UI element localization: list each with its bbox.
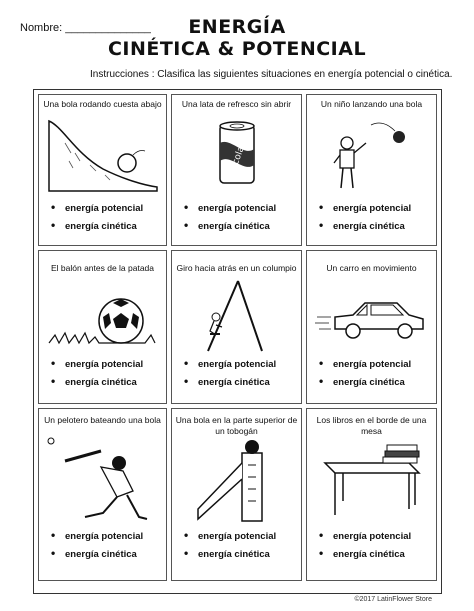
option-potential[interactable]: • energía potencial: [51, 356, 144, 370]
cell-8: [171, 408, 302, 581]
option-kinetic[interactable]: • energía cinética: [51, 218, 137, 232]
option-potential[interactable]: • energía potencial: [51, 200, 144, 214]
answer-options: [51, 355, 143, 391]
option-potential[interactable]: • energía potencial: [184, 528, 277, 542]
cell-6: [306, 250, 437, 404]
cell-caption: El balón antes de la patada: [50, 263, 155, 273]
books-table-icon: [313, 439, 430, 525]
option-potential[interactable]: • energía potencial: [319, 528, 412, 542]
swing-icon: [178, 277, 295, 357]
option-potential[interactable]: • energía potencial: [184, 356, 277, 370]
svg-text:cola: cola: [231, 145, 247, 167]
option-potential[interactable]: • energía potencial: [319, 356, 412, 370]
option-potential[interactable]: • energía potencial: [319, 200, 412, 214]
option-potential[interactable]: • energía potencial: [51, 528, 144, 542]
cell-9: [306, 408, 437, 581]
cell-7: [38, 408, 167, 581]
copyright: ©2017 LatinFlower Store: [354, 596, 432, 603]
answer-options: [184, 199, 276, 235]
answer-options: [319, 527, 411, 563]
answer-options: [184, 355, 276, 391]
hill-ball-icon: [45, 113, 160, 193]
soccer-ball-icon: [45, 277, 160, 357]
option-kinetic[interactable]: • energía cinética: [51, 374, 137, 388]
slide-icon: [178, 439, 295, 525]
car-icon: [313, 277, 430, 357]
option-kinetic[interactable]: • energía cinética: [51, 546, 137, 560]
cell-caption: Un niño lanzando una bola: [320, 99, 423, 109]
cell-5: [171, 250, 302, 404]
cell-1: [38, 94, 167, 246]
soda-can-icon: [178, 113, 295, 193]
cell-caption: Un carro en movimiento: [326, 263, 417, 273]
cell-3: [306, 94, 437, 246]
instructions: Instrucciones : Clasifica las siguientes situaciones en energía potencial o cinética.: [90, 69, 453, 80]
option-kinetic[interactable]: • energía cinética: [319, 546, 405, 560]
option-kinetic[interactable]: • energía cinética: [319, 374, 405, 388]
cell-caption: Una bola en la parte superior de un tobogán: [175, 415, 298, 436]
answer-options: [319, 355, 411, 391]
batter-icon: [45, 437, 160, 525]
boy-throwing-icon: [313, 113, 430, 193]
answer-options: [51, 199, 143, 235]
title-line-1: ENERGÍA: [188, 16, 286, 38]
cell-caption: Una bola rodando cuesta abajo: [43, 99, 162, 109]
option-kinetic[interactable]: • energía cinética: [319, 218, 405, 232]
name-line: Nombre: ______________: [20, 22, 151, 34]
option-kinetic[interactable]: • energía cinética: [184, 374, 270, 388]
answer-options: [51, 527, 143, 563]
cell-caption: Un pelotero bateando una bola: [44, 415, 161, 425]
cell-caption: Una lata de refresco sin abrir: [181, 99, 292, 109]
cell-4: [38, 250, 167, 404]
option-kinetic[interactable]: • energía cinética: [184, 546, 270, 560]
option-kinetic[interactable]: • energía cinética: [184, 218, 270, 232]
option-potential[interactable]: • energía potencial: [184, 200, 277, 214]
cell-caption: Los libros en el borde de una mesa: [316, 415, 427, 436]
answer-options: [319, 199, 411, 235]
cell-2: [171, 94, 302, 246]
answer-options: [184, 527, 276, 563]
title-line-2: CINÉTICA & POTENCIAL: [107, 38, 367, 60]
cell-caption: Giro hacia atrás en un columpio: [176, 263, 297, 273]
